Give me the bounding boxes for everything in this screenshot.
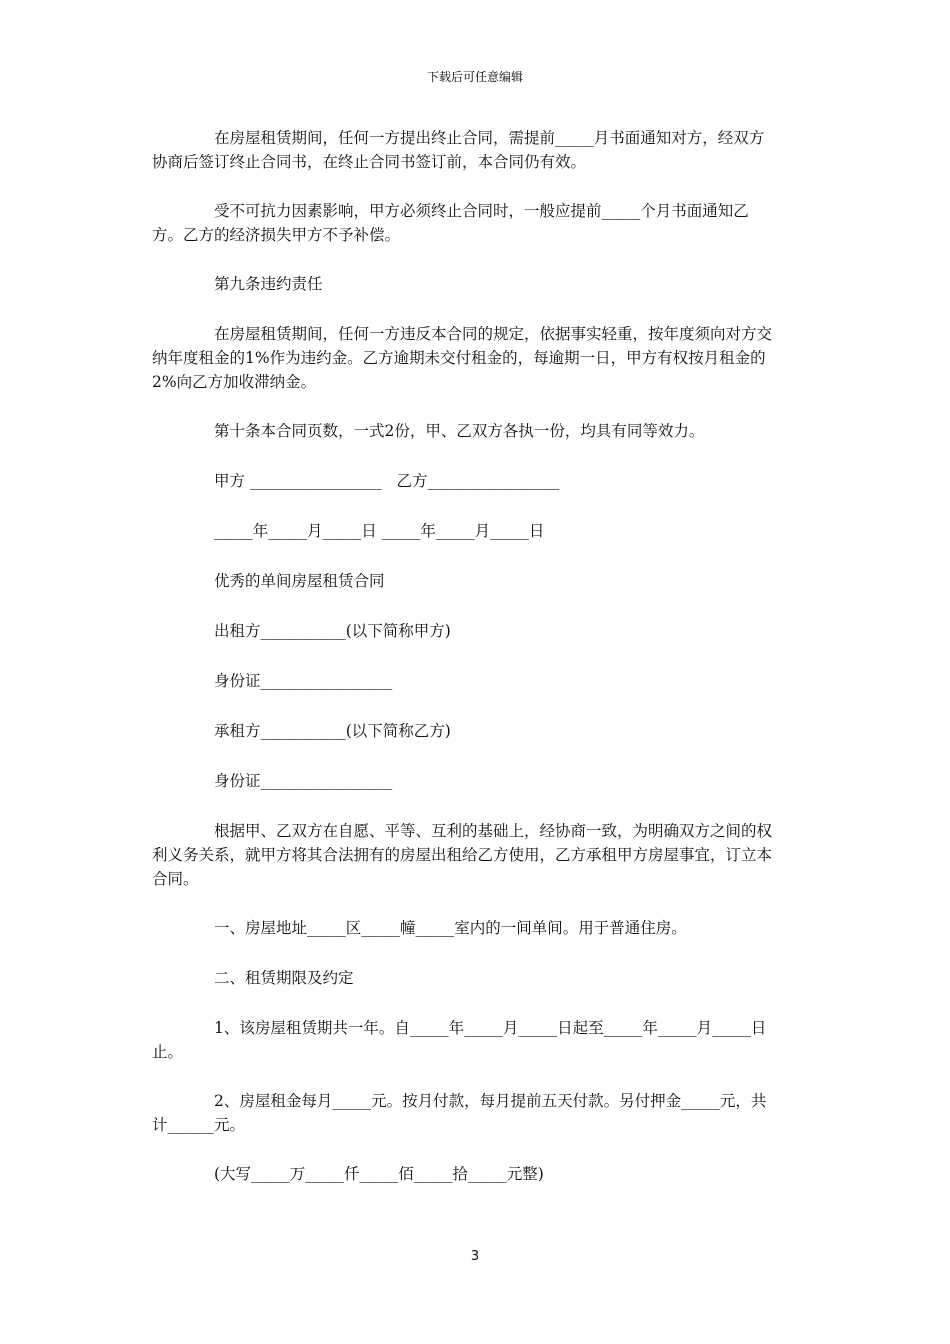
- lessor-line: 出租方___________(以下简称甲方): [214, 622, 451, 640]
- page-header: 下载后可任意编辑: [426, 70, 523, 84]
- signature-line: 甲方 _________________ 乙方_________________: [214, 472, 560, 490]
- date-line: _____年_____月_____日 _____年_____月_____日: [214, 522, 545, 540]
- document-body: [152, 126, 774, 1212]
- paragraph-force-majeure: 受不可抗力因素影响，甲方必须终止合同时，一般应提前_____个月书面通知乙方。乙方的经济损失甲方不予补偿。: [152, 202, 749, 244]
- paragraph-liability: 在房屋租赁期间，任何一方违反本合同的规定，依据事实轻重，按年度须向对方交纳年度租金的1%作为违约金。乙方逾期未交付租金的，每逾期一日，甲方有权按月租金的2%向乙方加收滞纳金。: [152, 325, 773, 391]
- clause-2-1-term: 1、该房屋租赁期共一年。自_____年_____月_____日起至_____年_____月_____日止。: [152, 1019, 767, 1061]
- lessee-line: 承租方___________(以下简称乙方): [214, 722, 451, 740]
- contract-title: 优秀的单间房屋租赁合同: [214, 572, 385, 590]
- lessee-id-line: 身份证_________________: [214, 772, 393, 790]
- clause-2-heading: 二、租赁期限及约定: [214, 969, 354, 987]
- article-9-heading: 第九条违约责任: [214, 275, 323, 293]
- article-10: 第十条本合同页数，一式2份，甲、乙双方各执一份，均具有同等效力。: [214, 422, 705, 440]
- paragraph-termination-notice: 在房屋租赁期间，任何一方提出终止合同，需提前_____月书面通知对方，经双方协商后签订终止合同书，在终止合同书签订前，本合同仍有效。: [152, 129, 765, 171]
- paragraph-preamble: 根据甲、乙双方在自愿、平等、互利的基础上，经协商一致，为明确双方之间的权利义务关系，就甲方将其合法拥有的房屋出租给乙方使用，乙方承租甲方房屋事宜，订立本合同。: [152, 822, 773, 888]
- amount-in-words: (大写_____万_____仟_____佰_____拾_____元整): [214, 1165, 544, 1183]
- clause-2-2-rent: 2、房屋租金每月_____元。按月付款，每月提前五天付款。另付押金_____元，共计______元。: [152, 1092, 767, 1134]
- page-number: 3: [470, 1249, 480, 1264]
- lessor-id-line: 身份证_________________: [214, 672, 393, 690]
- clause-1-address: 一、房屋地址_____区_____幢_____室内的一间单间。用于普通住房。: [214, 919, 687, 937]
